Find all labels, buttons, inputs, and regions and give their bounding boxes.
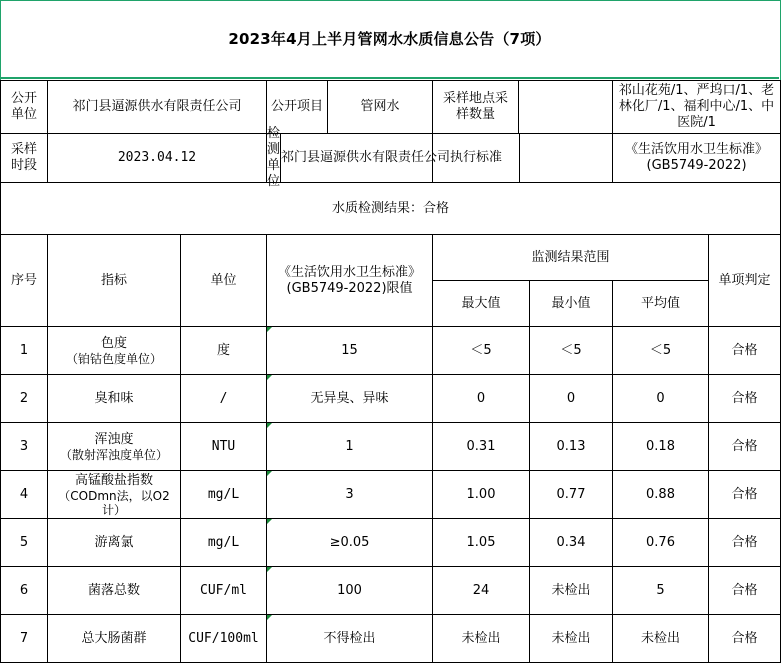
tester-value: 祁门县逼源供水有限责任公司 (281, 150, 451, 165)
indicator-name: 菌落总数 (87, 582, 140, 598)
publisher-value: 祁门县逼源供水有限责任公司 (48, 81, 267, 134)
cell-limit: 1 (267, 423, 433, 471)
sampling-points-label: 采样地点采样数量 (433, 81, 519, 133)
indicator-note: （散射浑浊度单位） (59, 447, 168, 462)
cell-limit: 无异臭、异味 (267, 375, 433, 423)
cell-min: 0.13 (530, 423, 613, 471)
header-limit: 《生活饮用水卫生标准》(GB5749-2022)限值 (267, 235, 433, 327)
cell-max: 1.00 (433, 471, 530, 519)
cell-avg: 0.18 (613, 423, 709, 471)
header-min: 最小值 (530, 281, 613, 327)
indicator-note: （CODmn法，以O2计） (58, 488, 170, 517)
header-verdict: 单项判定 (709, 235, 781, 327)
table-row (1, 423, 781, 471)
cell-limit: ≥0.05 (267, 519, 433, 567)
cell-verdict: 合格 (709, 519, 781, 567)
indicator-name: 高锰酸盐指数 (74, 472, 153, 488)
page-title: 2023年4月上半月管网水水质信息公告（7项） (228, 30, 551, 48)
cell-max: 0.31 (433, 423, 530, 471)
header-max: 最大值 (433, 281, 530, 327)
cell-indicator (48, 471, 181, 519)
indicator-name: 色度 (100, 335, 127, 351)
indicator-name: 浑浊度 (94, 431, 134, 447)
cell-verdict: 合格 (709, 375, 781, 423)
cell-unit: 度 (181, 327, 267, 375)
info-row-2 (1, 134, 781, 183)
tester-label: 检测单位 (267, 126, 281, 189)
standard-value: 《生活饮用水卫生标准》(GB5749-2022) (613, 134, 781, 183)
sampling-points-label-and-value (433, 81, 613, 134)
cell-indicator (48, 327, 181, 375)
item-label-and-value (267, 81, 433, 134)
cell-verdict: 合格 (709, 567, 781, 615)
header-range: 监测结果范围 (433, 235, 709, 281)
cell-verdict: 合格 (709, 471, 781, 519)
data-rows (1, 327, 781, 663)
sampling-points-value: 祁山花苑/1、严坞口/1、老林化厂/1、福利中心/1、中医院/1 (613, 81, 781, 134)
cell-min: 0.34 (530, 519, 613, 567)
item-label: 公开项目 (267, 81, 328, 133)
info-row-1 (1, 81, 781, 134)
indicator-note: （铂钴色度单位） (65, 351, 162, 366)
cell-no: 5 (1, 519, 48, 567)
item-value: 管网水 (360, 99, 400, 114)
header-no: 序号 (1, 235, 48, 327)
cell-max: 1.05 (433, 519, 530, 567)
cell-no: 7 (1, 615, 48, 663)
title-banner (0, 0, 779, 79)
table-row (1, 471, 781, 519)
cell-limit: 15 (267, 327, 433, 375)
cell-unit: mg/L (181, 471, 267, 519)
cell-min: 0.77 (530, 471, 613, 519)
cell-avg: 5 (613, 567, 709, 615)
cell-min: 0 (530, 375, 613, 423)
cell-unit: CUF/ml (181, 567, 267, 615)
header-row-1 (1, 235, 781, 281)
cell-avg: ＜5 (613, 327, 709, 375)
cell-min: 未检出 (530, 567, 613, 615)
table-row (1, 567, 781, 615)
cell-limit: 3 (267, 471, 433, 519)
cell-limit: 不得检出 (267, 615, 433, 663)
result-row (1, 183, 781, 235)
cell-indicator (48, 375, 181, 423)
cell-verdict: 合格 (709, 615, 781, 663)
cell-avg: 0.88 (613, 471, 709, 519)
header-avg: 平均值 (613, 281, 709, 327)
table-row (1, 519, 781, 567)
cell-indicator (48, 423, 181, 471)
cell-verdict: 合格 (709, 423, 781, 471)
header-indicator: 指标 (48, 235, 181, 327)
cell-avg: 未检出 (613, 615, 709, 663)
indicator-name: 总大肠菌群 (81, 630, 147, 646)
standard-label-cell (433, 134, 613, 183)
table-row (1, 615, 781, 663)
cell-indicator (48, 615, 181, 663)
table-row (1, 375, 781, 423)
cell-unit: / (181, 375, 267, 423)
table-row (1, 327, 781, 375)
cell-avg: 0.76 (613, 519, 709, 567)
cell-max: 24 (433, 567, 530, 615)
period-label: 采样时段 (1, 134, 48, 183)
cell-indicator (48, 567, 181, 615)
cell-no: 4 (1, 471, 48, 519)
publisher-label: 公开单位 (1, 81, 48, 134)
cell-max: 未检出 (433, 615, 530, 663)
standard-label: 执行标准 (433, 134, 520, 182)
cell-max: ＜5 (433, 327, 530, 375)
tester-label-and-value (267, 126, 451, 189)
cell-unit: mg/L (181, 519, 267, 567)
cell-verdict: 合格 (709, 327, 781, 375)
cell-avg: 0 (613, 375, 709, 423)
result-text: 水质检测结果：合格 (1, 183, 781, 235)
cell-max: 0 (433, 375, 530, 423)
cell-min: 未检出 (530, 615, 613, 663)
period-value: 2023.04.12 (48, 134, 267, 183)
cell-unit: NTU (181, 423, 267, 471)
cell-no: 1 (1, 327, 48, 375)
water-quality-table (0, 80, 781, 663)
cell-indicator (48, 519, 181, 567)
cell-unit: CUF/100ml (181, 615, 267, 663)
cell-no: 6 (1, 567, 48, 615)
cell-min: ＜5 (530, 327, 613, 375)
cell-limit: 100 (267, 567, 433, 615)
header-unit: 单位 (181, 235, 267, 327)
cell-no: 3 (1, 423, 48, 471)
indicator-name: 游离氯 (94, 534, 134, 550)
indicator-name: 臭和味 (94, 390, 134, 406)
cell-no: 2 (1, 375, 48, 423)
